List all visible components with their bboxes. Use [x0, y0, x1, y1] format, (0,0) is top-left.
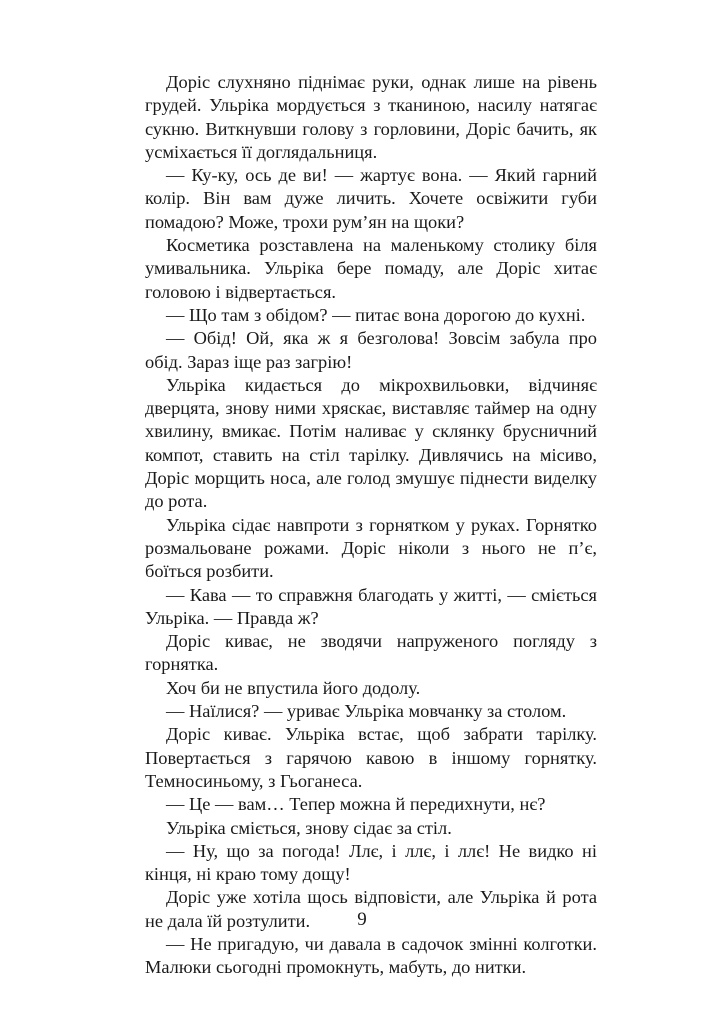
paragraph: — Ку-ку, ось де ви! — жартує вона. — Який гарний колір. Він вам дуже личить. Хочете освіжити губи помадою? Може, трохи рум’ян на щоки?	[145, 165, 597, 232]
paragraph: Хоч би не впустила його додолу.	[166, 677, 421, 698]
paragraph: — Обід! Ой, яка ж я безголова! Зовсім забула про обід. Зараз іще раз загрію!	[145, 328, 597, 372]
paragraph: — Не пригадую, чи давала в садочок змінні колготки. Малюки сьогодні промокнуть, мабуть, до нитки.	[145, 933, 597, 978]
page-number: 9	[357, 909, 367, 930]
paragraph: Ульріка сміється, знову сідає за стіл.	[166, 817, 452, 838]
paragraph: — Це — вам… Тепер можна й передихнути, нє?	[166, 794, 546, 815]
paragraph: Ульріка кидається до мікрохвильовки, відчиняє дверцята, знову ними хряскає, виставляє таймер на одну хвилину, вмикає. Потім наливає у склянку брусничний компот, ставить на стіл тарілку. Дивлячись на місиво, Доріс морщить носа, але голод змушує піднести виделку до рота.	[145, 374, 597, 512]
paragraph: Доріс киває. Ульріка встає, щоб забрати тарілку. Повертається з гарячою кавою в іншому горнятку. Темносиньому, з Гьоганеса.	[145, 724, 597, 791]
paragraph: — Ну, що за погода! Ллє, і ллє, і ллє! Не видко ні кінця, ні краю тому дощу!	[145, 840, 597, 885]
paragraph: Ульріка сідає навпроти з горнятком у руках. Горнятко розмальоване рожами. Доріс ніколи з нього не п’є, боїться розбити.	[145, 514, 597, 582]
paragraph: Доріс слухняно піднімає руки, однак лише на рівень грудей. Ульріка мордується з тканиною, насилу натягає сукню. Виткнувши голову з горловини, Доріс бачить, як усміхається її доглядальниця.	[145, 72, 597, 162]
paragraph: Доріс киває, не зводячи напруженого погляду з горнятка.	[145, 631, 597, 675]
paragraph: Доріс уже хотіла щось відповісти, але Ульріка й рота не дала їй розтулити.	[145, 887, 597, 931]
paragraph: — Що там з обідом? — питає вона дорогою до кухні.	[166, 304, 586, 325]
paragraph: — Кава — то справжня благодать у житті, — сміється Ульріка. — Правда ж?	[145, 584, 597, 628]
paragraph: Косметика розставлена на маленькому столику біля умивальника. Ульріка бере помаду, але Доріс хитає головою і відвертається.	[145, 235, 597, 302]
paragraph: — Наїлися? — уриває Ульріка мовчанку за столом.	[166, 701, 567, 722]
page-text-block	[145, 71, 597, 980]
